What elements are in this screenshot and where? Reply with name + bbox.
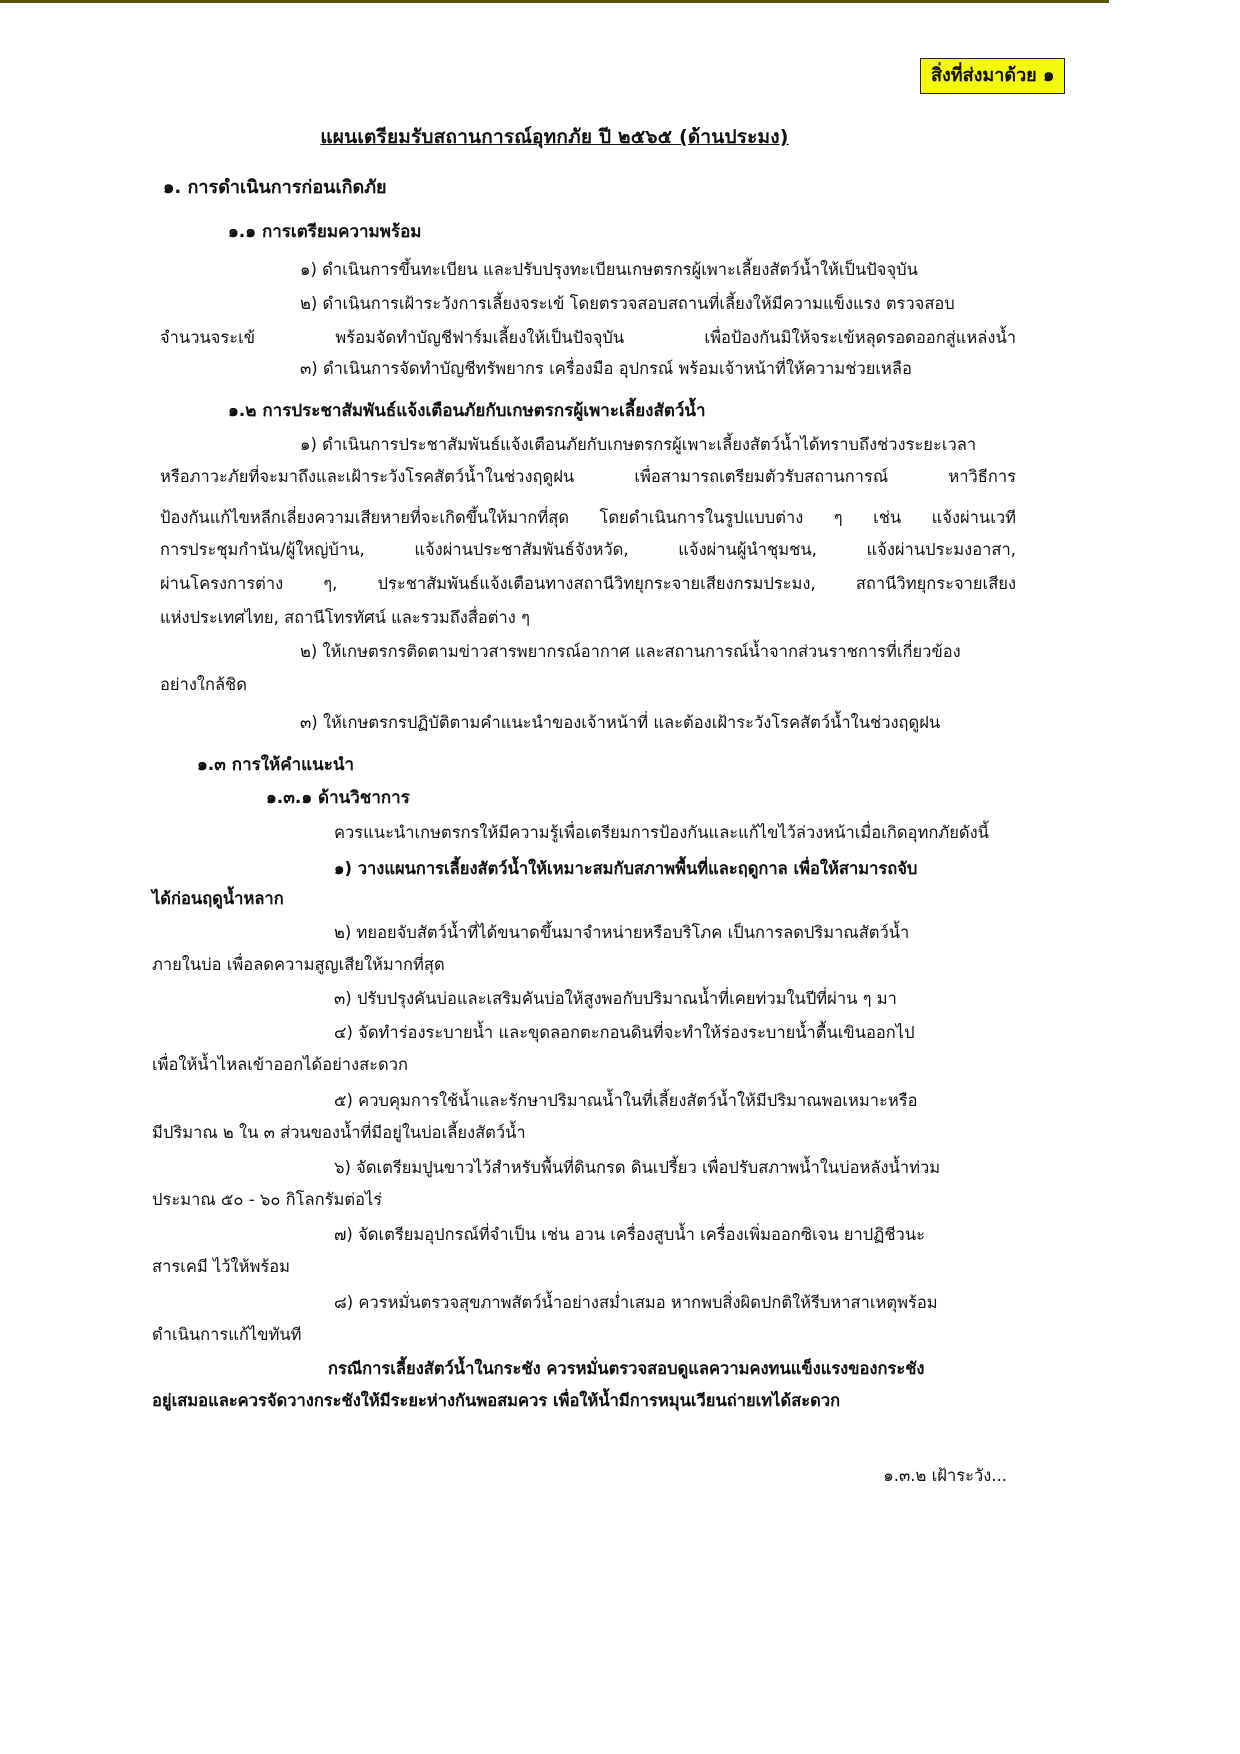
attachment-label: สิ่งที่ส่งมาด้วย ๑	[920, 58, 1065, 94]
document-title: แผนเตรียมรับสถานการณ์อุทกภัย ปี ๒๕๖๕ (ด้านประมง)	[320, 126, 789, 148]
s11-item-2-line-2: จำนวนจระเข้ พร้อมจัดทำบัญชีฟาร์มเลี้ยงให้เป็นปัจจุบัน เพื่อป้องกันมิให้จระเข้หลุดรอดออกสู่แหล่งน้ำ	[160, 328, 1016, 347]
s12-item-1-line-4: การประชุมกำนัน/ผู้ใหญ่บ้าน, แจ้งผ่านประชาสัมพันธ์จังหวัด, แจ้งผ่านผู้นำชุมชน, แจ้งผ่านประมงอาสา,	[160, 540, 1016, 559]
s12-item-2-line-1: ๒) ให้เกษตรกรติดตามข่าวสารพยากรณ์อากาศ และสถานการณ์น้ำจากส่วนราชการที่เกี่ยวข้อง	[300, 642, 961, 661]
s131-item-2-line-2: ภายในบ่อ เพื่อลดความสูญเสียให้มากที่สุด	[152, 955, 445, 974]
s131-item-7-line-1: ๗) จัดเตรียมอุปกรณ์ที่จำเป็น เช่น อวน เครื่องสูบน้ำ เครื่องเพิ่มออกซิเจน ยาปฏิชีวนะ	[334, 1225, 925, 1244]
s131-item-6-line-2: ประมาณ ๕๐ - ๖๐ กิโลกรัมต่อไร่	[152, 1190, 383, 1209]
s12-item-1-line-6: แห่งประเทศไทย, สถานีโทรทัศน์ และรวมถึงสื่อต่าง ๆ	[160, 608, 530, 627]
s12-item-1-line-5: ผ่านโครงการต่าง ๆ, ประชาสัมพันธ์แจ้งเตือนทางสถานีวิทยุกระจายเสียงกรมประมง, สถานีวิทยุกระจายเสียง	[160, 574, 1016, 593]
s131-item-1-line-1: ๑) วางแผนการเลี้ยงสัตว์น้ำให้เหมาะสมกับสภาพพื้นที่และฤดูกาล เพื่อให้สามารถจับ	[334, 859, 918, 878]
s131-item-5-line-1: ๕) ควบคุมการใช้น้ำและรักษาปริมาณน้ำในที่เลี้ยงสัตว์น้ำให้มีปริมาณพอเหมาะหรือ	[334, 1091, 918, 1110]
section-1-3-heading: ๑.๓ การให้คำแนะนำ	[197, 755, 355, 775]
s131-item-8-line-1: ๘) ควรหมั่นตรวจสุขภาพสัตว์น้ำอย่างสม่ำเสมอ หากพบสิ่งผิดปกติให้รีบหาสาเหตุพร้อม	[334, 1293, 938, 1312]
top-border	[0, 0, 1109, 3]
s131-item-6-line-1: ๖) จัดเตรียมปูนขาวไว้สำหรับพื้นที่ดินกรด ดินเปรี้ยว เพื่อปรับสภาพน้ำในบ่อหลังน้ำท่วม	[334, 1158, 941, 1177]
s131-item-3: ๓) ปรับปรุงคันบ่อและเสริมคันบ่อให้สูงพอกับปริมาณน้ำที่เคยท่วมในปีที่ผ่าน ๆ มา	[334, 989, 897, 1008]
section-1-3-1-heading: ๑.๓.๑ ด้านวิชาการ	[266, 788, 410, 808]
s11-item-3: ๓) ดำเนินการจัดทำบัญชีทรัพยากร เครื่องมือ อุปกรณ์ พร้อมเจ้าหน้าที่ให้ความช่วยเหลือ	[300, 359, 912, 378]
s11-item-1: ๑) ดำเนินการขึ้นทะเบียน และปรับปรุงทะเบียนเกษตรกรผู้เพาะเลี้ยงสัตว์น้ำให้เป็นปัจจุบัน	[300, 260, 918, 279]
s131-item-8-line-2: ดำเนินการแก้ไขทันที	[152, 1325, 302, 1344]
s11-item-2-line-1: ๒) ดำเนินการเฝ้าระวังการเลี้ยงจระเข้ โดยตรวจสอบสถานที่เลี้ยงให้มีความแข็งแรง ตรวจสอบ	[300, 294, 955, 313]
s131-item-4-line-2: เพื่อให้น้ำไหลเข้าออกได้อย่างสะดวก	[152, 1055, 408, 1074]
s12-item-1-line-1: ๑) ดำเนินการประชาสัมพันธ์แจ้งเตือนภัยกับเกษตรกรผู้เพาะเลี้ยงสัตว์น้ำได้ทราบถึงช่วงระยะเวลา	[300, 435, 977, 454]
s12-item-1-line-3: ป้องกันแก้ไขหลีกเลี่ยงความเสียหายที่จะเกิดขึ้นให้มากที่สุด โดยดำเนินการในรูปแบบต่าง ๆ เช่น แจ้งผ่านเวที	[160, 508, 1016, 527]
section-1-2-heading: ๑.๒ การประชาสัมพันธ์แจ้งเตือนภัยกับเกษตรกรผู้เพาะเลี้ยงสัตว์น้ำ	[228, 401, 706, 421]
page-continuation: ๑.๓.๒ เฝ้าระวัง...	[883, 1466, 1007, 1485]
s131-item-2-line-1: ๒) ทยอยจับสัตว์น้ำที่ได้ขนาดขึ้นมาจำหน่ายหรือบริโภค เป็นการลดปริมาณสัตว์น้ำ	[334, 923, 910, 942]
s12-item-1-line-2: หรือภาวะภัยที่จะมาถึงและเฝ้าระวังโรคสัตว์น้ำในช่วงฤดูฝน เพื่อสามารถเตรียมตัวรับสถานการณ์ หาวิธีการ	[160, 467, 1016, 486]
s131-item-4-line-1: ๔) จัดทำร่องระบายน้ำ และขุดลอกตะกอนดินที่จะทำให้ร่องระบายน้ำตื้นเขินออกไป	[334, 1023, 915, 1042]
s131-item-1-line-2: ได้ก่อนฤดูน้ำหลาก	[152, 889, 284, 908]
s131-item-7-line-2: สารเคมี ไว้ให้พร้อม	[152, 1257, 291, 1276]
s12-item-2-line-2: อย่างใกล้ชิด	[160, 675, 247, 694]
cage-note-line-2: อยู่เสมอและควรจัดวางกระชังให้มีระยะห่างกันพอสมควร เพื่อให้น้ำมีการหมุนเวียนถ่ายเทได้สะดวก	[152, 1391, 841, 1410]
s12-item-3: ๓) ให้เกษตรกรปฏิบัติตามคำแนะนำของเจ้าหน้าที่ และต้องเฝ้าระวังโรคสัตว์น้ำในช่วงฤดูฝน	[300, 713, 941, 732]
s131-intro: ควรแนะนำเกษตรกรให้มีความรู้เพื่อเตรียมการป้องกันและแก้ไขไว้ล่วงหน้าเมื่อเกิดอุทกภัยดังนี้	[334, 823, 989, 842]
section-1-1-heading: ๑.๑ การเตรียมความพร้อม	[228, 222, 422, 242]
s131-item-5-line-2: มีปริมาณ ๒ ใน ๓ ส่วนของน้ำที่มีอยู่ในบ่อเลี้ยงสัตว์น้ำ	[152, 1123, 526, 1142]
cage-note-line-1: กรณีการเลี้ยงสัตว์น้ำในกระชัง ควรหมั่นตรวจสอบดูแลความคงทนแข็งแรงของกระชัง	[328, 1359, 925, 1378]
section-1-heading: ๑. การดำเนินการก่อนเกิดภัย	[163, 177, 387, 198]
